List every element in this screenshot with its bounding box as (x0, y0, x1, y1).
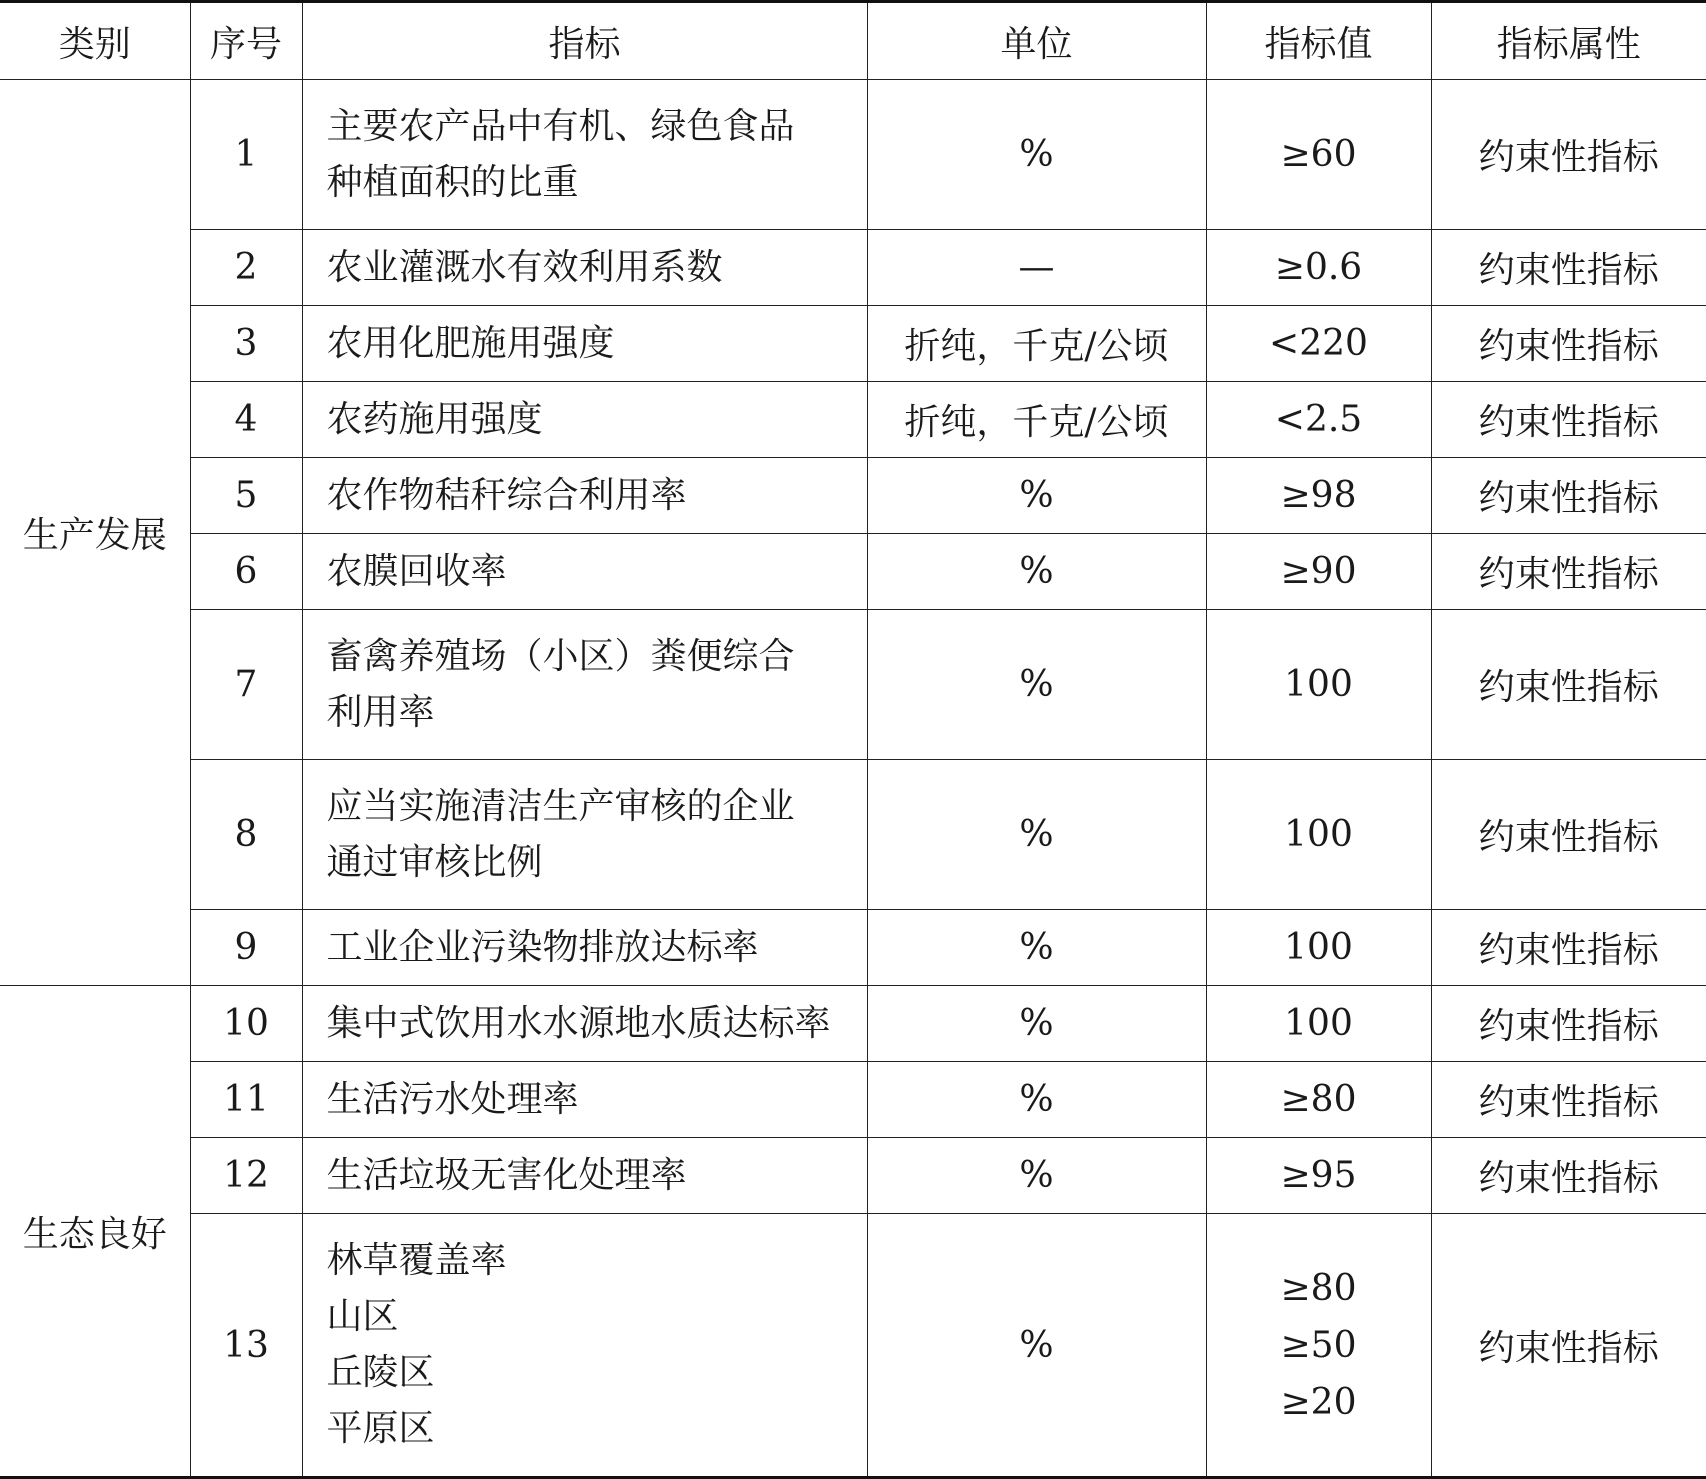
table-row (0, 760, 1706, 910)
attribute-cell: 约束性指标 (1431, 230, 1706, 306)
unit-cell: % (867, 760, 1206, 910)
row-number: 6 (190, 534, 302, 610)
indicator-cell: 农用化肥施用强度 (302, 306, 867, 382)
category-cell: 生产发展 (0, 80, 190, 986)
attribute-cell: 约束性指标 (1431, 610, 1706, 760)
value-cell: ≥98 (1206, 458, 1431, 534)
row-number: 13 (190, 1214, 302, 1478)
table-row (0, 534, 1706, 610)
value-cell: 100 (1206, 986, 1431, 1062)
attribute-cell: 约束性指标 (1431, 306, 1706, 382)
header-number: 序号 (190, 2, 302, 80)
table-row (0, 1062, 1706, 1138)
table-row (0, 610, 1706, 760)
value-cell: 100 (1206, 610, 1431, 760)
row-number: 8 (190, 760, 302, 910)
value-cell: ≥90 (1206, 534, 1431, 610)
attribute-cell: 约束性指标 (1431, 534, 1706, 610)
attribute-cell: 约束性指标 (1431, 80, 1706, 230)
row-number: 1 (190, 80, 302, 230)
value-cell: ≥0.6 (1206, 230, 1431, 306)
indicator-cell (302, 760, 867, 910)
row-number: 5 (190, 458, 302, 534)
indicator-cell: 工业企业污染物排放达标率 (302, 910, 867, 986)
header-row (0, 2, 1706, 80)
value-cell (1206, 1214, 1431, 1478)
table-row (0, 306, 1706, 382)
unit-cell: % (867, 610, 1206, 760)
unit-cell: % (867, 1214, 1206, 1478)
value-line: ≥50 (1280, 1324, 1357, 1366)
indicator-cell (302, 1214, 867, 1478)
attribute-cell: 约束性指标 (1431, 910, 1706, 986)
indicator-cell: 生活垃圾无害化处理率 (302, 1138, 867, 1214)
indicator-line: 主要农产品中有机、绿色食品 (326, 105, 795, 147)
row-number: 2 (190, 230, 302, 306)
row-number: 12 (190, 1138, 302, 1214)
attribute-cell: 约束性指标 (1431, 760, 1706, 910)
header-attribute: 指标属性 (1431, 2, 1706, 80)
value-cell: 100 (1206, 760, 1431, 910)
indicator-cell: 农作物秸秆综合利用率 (302, 458, 867, 534)
unit-cell: % (867, 80, 1206, 230)
table-row (0, 458, 1706, 534)
indicator-cell (302, 80, 867, 230)
indicator-cell: 农膜回收率 (302, 534, 867, 610)
unit-cell: % (867, 534, 1206, 610)
header-value: 指标值 (1206, 2, 1431, 80)
table-row (0, 1214, 1706, 1478)
indicator-line: 畜禽养殖场（小区）粪便综合 (326, 635, 795, 677)
attribute-cell: 约束性指标 (1431, 1214, 1706, 1478)
table-row (0, 80, 1706, 230)
table-row (0, 1138, 1706, 1214)
value-cell: <2.5 (1206, 382, 1431, 458)
unit-cell: 折纯，千克/公顷 (867, 306, 1206, 382)
value-cell: 100 (1206, 910, 1431, 986)
row-number: 11 (190, 1062, 302, 1138)
indicator-line: 山区 (326, 1296, 399, 1337)
table-row (0, 382, 1706, 458)
row-number: 7 (190, 610, 302, 760)
indicator-line: 林草覆盖率 (326, 1240, 507, 1281)
attribute-cell: 约束性指标 (1431, 1138, 1706, 1214)
header-unit: 单位 (867, 2, 1206, 80)
indicator-cell: 集中式饮用水水源地水质达标率 (302, 986, 867, 1062)
unit-cell: — (867, 230, 1206, 306)
value-cell: ≥60 (1206, 80, 1431, 230)
indicator-line: 丘陵区 (326, 1352, 435, 1393)
table-row (0, 230, 1706, 306)
table-row (0, 986, 1706, 1062)
unit-cell: % (867, 910, 1206, 986)
attribute-cell: 约束性指标 (1431, 1062, 1706, 1138)
unit-cell: % (867, 1062, 1206, 1138)
header-category: 类别 (0, 2, 190, 80)
row-number: 10 (190, 986, 302, 1062)
unit-cell: % (867, 986, 1206, 1062)
indicator-line: 种植面积的比重 (326, 161, 579, 203)
indicator-line: 应当实施清洁生产审核的企业 (326, 785, 795, 827)
unit-cell: % (867, 1138, 1206, 1214)
indicator-cell (302, 610, 867, 760)
value-cell: ≥80 (1206, 1062, 1431, 1138)
attribute-cell: 约束性指标 (1431, 458, 1706, 534)
value-cell: <220 (1206, 306, 1431, 382)
category-cell: 生态良好 (0, 986, 190, 1478)
indicator-line: 平原区 (326, 1408, 435, 1449)
indicator-line: 通过审核比例 (326, 841, 543, 883)
unit-cell: 折纯，千克/公顷 (867, 382, 1206, 458)
row-number: 3 (190, 306, 302, 382)
attribute-cell: 约束性指标 (1431, 986, 1706, 1062)
attribute-cell: 约束性指标 (1431, 382, 1706, 458)
indicator-line: 利用率 (326, 691, 435, 733)
row-number: 4 (190, 382, 302, 458)
value-cell: ≥95 (1206, 1138, 1431, 1214)
value-line: ≥20 (1280, 1381, 1357, 1423)
unit-cell: % (867, 458, 1206, 534)
value-line: ≥80 (1280, 1267, 1357, 1309)
header-indicator: 指标 (302, 2, 867, 80)
indicator-cell: 农业灌溉水有效利用系数 (302, 230, 867, 306)
indicator-cell: 农药施用强度 (302, 382, 867, 458)
indicator-cell: 生活污水处理率 (302, 1062, 867, 1138)
row-number: 9 (190, 910, 302, 986)
table-row (0, 910, 1706, 986)
